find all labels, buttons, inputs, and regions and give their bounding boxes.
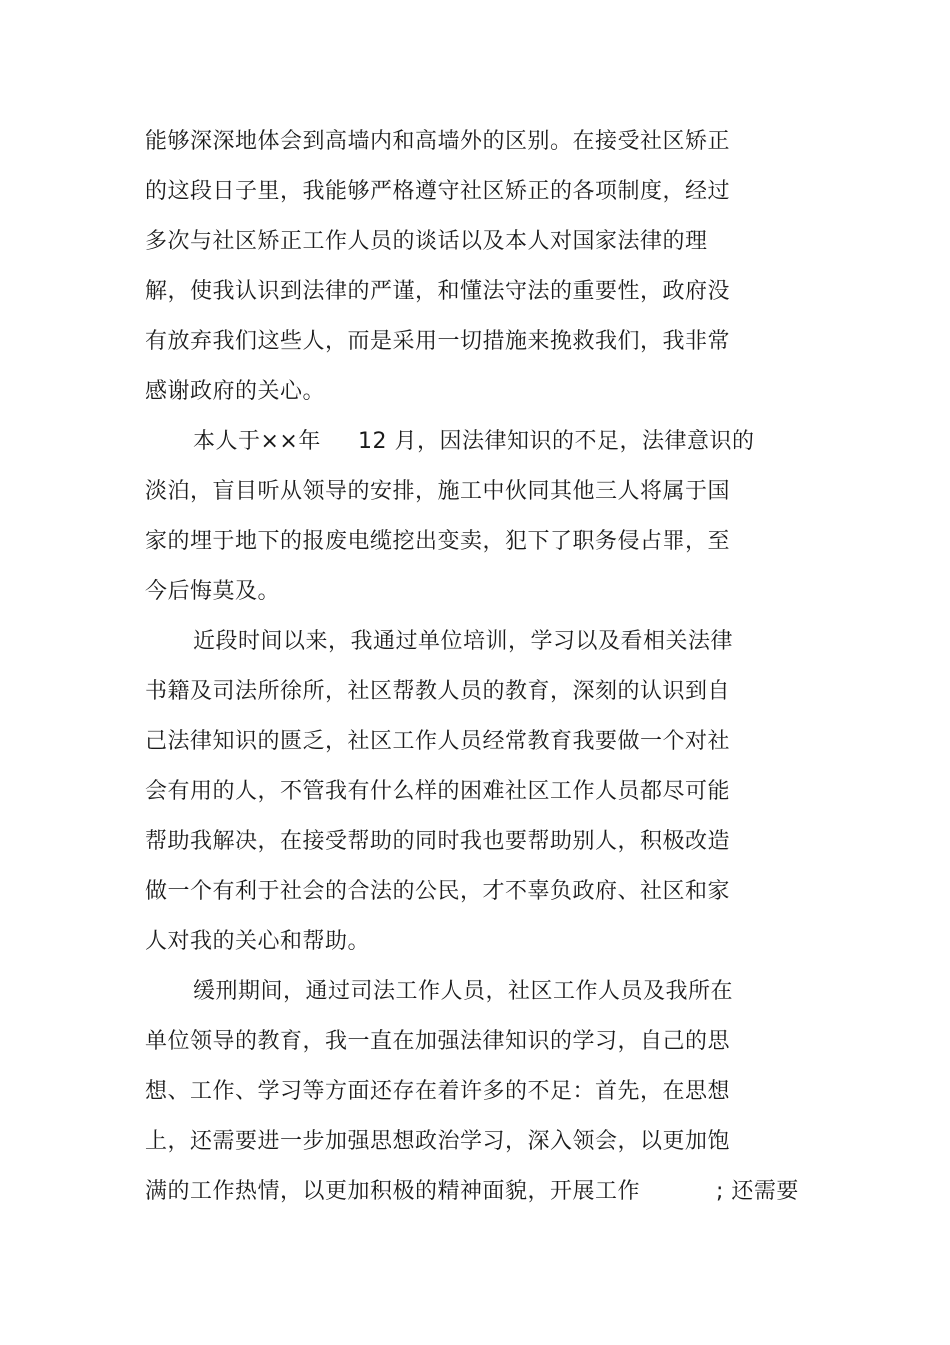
paragraph-1-line-2: 的这段日子里，我能够严格遵守社区矫正的各项制度，经过	[145, 179, 731, 204]
paragraph-3-line-4: 会有用的人，不管我有什么样的困难社区工作人员都尽可能	[145, 779, 731, 804]
paragraph-1-line-3: 多次与社区矫正工作人员的谈话以及本人对国家法律的理	[145, 229, 708, 254]
paragraph-1-line-4: 解，使我认识到法律的严谨，和懂法守法的重要性，政府没	[145, 279, 731, 304]
paragraph-4-line-5b: ; 还需要	[716, 1179, 799, 1204]
paragraph-3-line-3: 己法律知识的匮乏，社区工作人员经常教育我要做一个对社	[145, 729, 731, 754]
paragraph-4-line-3: 想、工作、学习等方面还存在着许多的不足：首先，在思想	[145, 1079, 731, 1104]
paragraph-3-line-6: 做一个有利于社会的合法的公民，才不辜负政府、社区和家	[145, 879, 731, 904]
paragraph-3-line-2: 书籍及司法所徐所，社区帮教人员的教育，深刻的认识到自	[145, 679, 731, 704]
paragraph-2-line-1a: 本人于××年	[193, 429, 321, 454]
paragraph-4-line-5a: 满的工作热情，以更加积极的精神面貌，开展工作	[145, 1179, 641, 1204]
paragraph-4-line-2: 单位领导的教育，我一直在加强法律知识的学习，自己的思	[145, 1029, 731, 1054]
paragraph-1-line-6: 感谢政府的关心。	[145, 379, 326, 404]
paragraph-2-line-4: 今后悔莫及。	[145, 579, 281, 604]
paragraph-2-line-2: 淡泊，盲目听从领导的安排，施工中伙同其他三人将属于国	[145, 479, 731, 504]
paragraph-2-line-1b: 12 月，因法律知识的不足，法律意识的	[358, 429, 755, 454]
paragraph-4-line-1: 缓刑期间，通过司法工作人员，社区工作人员及我所在	[193, 979, 734, 1004]
paragraph-1-line-1: 能够深深地体会到高墙内和高墙外的区别。在接受社区矫正	[145, 129, 731, 154]
paragraph-3-line-1: 近段时间以来，我通过单位培训，学习以及看相关法律	[193, 629, 734, 654]
paragraph-4-line-4: 上，还需要进一步加强思想政治学习，深入领会，以更加饱	[145, 1129, 731, 1154]
paragraph-3-line-7: 人对我的关心和帮助。	[145, 929, 371, 954]
paragraph-3-line-5: 帮助我解决，在接受帮助的同时我也要帮助别人，积极改造	[145, 829, 731, 854]
paragraph-1-line-5: 有放弃我们这些人，而是采用一切措施来挽救我们，我非常	[145, 329, 731, 354]
paragraph-2-line-3: 家的埋于地下的报废电缆挖出变卖，犯下了职务侵占罪，至	[145, 529, 731, 554]
